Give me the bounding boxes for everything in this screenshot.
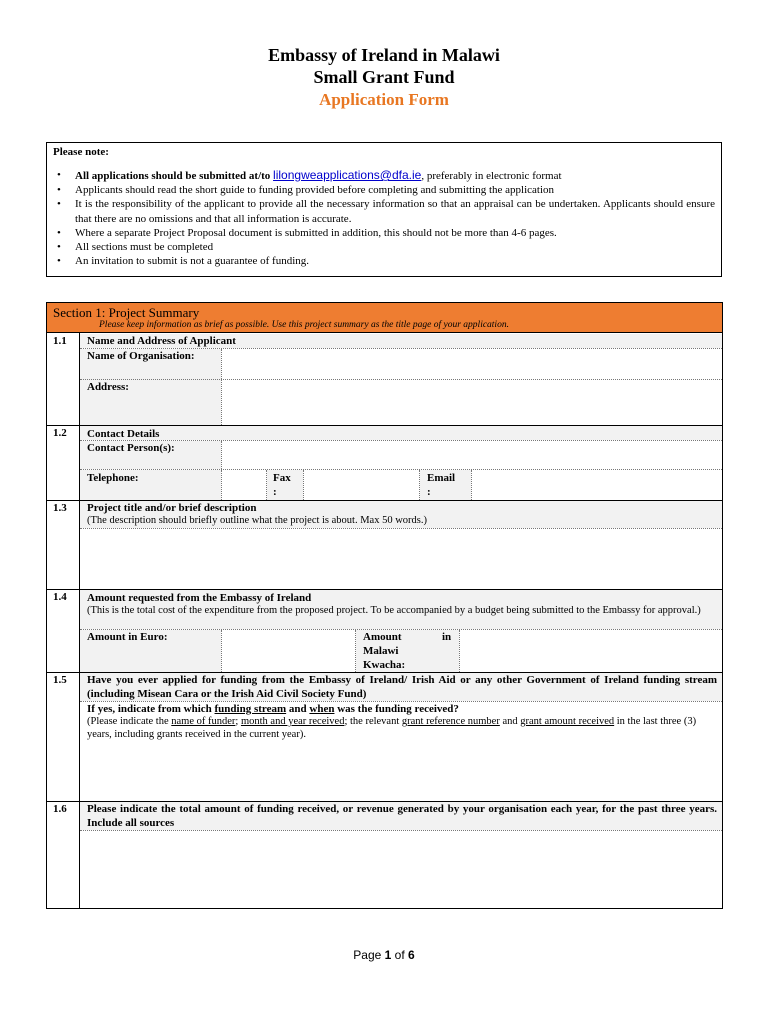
q1-2-title-row (80, 426, 722, 440)
organisation-name-field[interactable] (222, 349, 722, 379)
q1-3-title-cell (80, 501, 722, 528)
previous-funding-field[interactable] (80, 743, 722, 800)
q1-5-desc-grant-ref: grant reference number (401, 716, 500, 727)
amount-kwacha-field[interactable] (460, 630, 722, 672)
q1-1-title: Name and Address of Applicant (87, 335, 236, 347)
q1-5-desc-month-year: month and year received (240, 716, 345, 727)
q1-1-number: 1.1 (53, 335, 67, 347)
q1-5-number: 1.5 (53, 674, 67, 686)
q1-3-title: Project title and/or brief description (87, 502, 257, 514)
email-label: Email (427, 472, 456, 484)
fax-colon: : (273, 486, 277, 498)
q1-4-number: 1.4 (53, 591, 67, 603)
q1-5-desc-funder: name of funder (171, 716, 236, 727)
note-item-guide: • Applicants should read the short guide to funding provided before completing and submitting the application (53, 183, 715, 197)
project-summary-form (46, 302, 723, 909)
note-item-sections: • All sections must be completed (53, 240, 715, 254)
q1-5-subquestion (87, 702, 459, 716)
email-colon: : (427, 486, 431, 498)
email-link[interactable]: lilongweapplications@dfa.ie (273, 168, 422, 182)
q1-3-description: (The description should briefly outline what the project is about. Max 50 words.) (87, 515, 428, 526)
q1-1-vertical-divider (221, 349, 222, 425)
page-number: 1 (384, 948, 392, 962)
page-indicator (0, 948, 768, 962)
q1-5-desc-e: in the last three (3) years, including grants received in the current year). (87, 716, 697, 740)
email-field[interactable] (472, 470, 722, 500)
q1-2-title: Contact Details (87, 428, 160, 440)
embassy-title: Embassy of Ireland in Malawi (268, 45, 500, 65)
please-note-box (46, 142, 722, 277)
q1-5-desc-grant-amount: grant amount received (520, 716, 615, 727)
q1-5-sub-when: when (309, 703, 335, 715)
note-item-submission (53, 168, 715, 183)
q1-4-title: Amount requested from the Embassy of Ireland (87, 592, 312, 604)
page-total: 6 (408, 948, 415, 962)
section-title: Section 1: Project Summary (53, 305, 200, 320)
amount-euro-field[interactable] (222, 630, 355, 672)
q1-6-number: 1.6 (53, 803, 67, 815)
q1-2-number: 1.2 (53, 427, 67, 439)
section-subtitle: Please keep information as brief as possible. Use this project summary as the title page of your application. (99, 320, 509, 330)
q1-5-title: Have you ever applied for funding from the Embassy of Ireland/ Irish Aid or any other Government of Ireland funding stream (including Misean Cara or the Irish Aid Civil Society Fund) (87, 674, 717, 700)
note-item-submission-rest: , preferably in electronic format (421, 170, 562, 182)
project-description-field[interactable] (80, 529, 722, 588)
q1-6-title: Please indicate the total amount of funding received, or revenue generated by your organisation each year, for the past three years. Include all sources (87, 803, 717, 829)
q1-5-sub-c: was the funding received? (334, 703, 459, 715)
kwacha-label-line3: Kwacha: (363, 659, 406, 671)
note-title: Please note: (53, 146, 109, 158)
telephone-label: Telephone: (87, 472, 139, 484)
contact-person-field[interactable] (222, 441, 722, 469)
q1-5-desc-a: (Please indicate the (87, 716, 172, 727)
contact-person-label: Contact Person(s): (87, 442, 175, 454)
telephone-divider (221, 470, 222, 500)
q1-3-number: 1.3 (53, 502, 67, 514)
q1-4-description: (This is the total cost of the expenditure from the proposed project. To be accompanied by a budget being submitted to the Embassy for approval.) (87, 605, 701, 616)
kwacha-label-line2: Malawi (363, 645, 399, 657)
document-header (0, 44, 768, 112)
q1-6-title-cell (80, 802, 722, 830)
note-item-invitation: • An invitation to submit is not a guarantee of funding. (53, 254, 715, 268)
funding-history-field[interactable] (80, 831, 722, 908)
note-item-responsibility: • It is the responsibility of the applicant to provide all the necessary information so that an appraisal can be undertaken. Applicants should ensure that there are no omissions and that all information is accurate. (53, 197, 715, 225)
page-word: Page (353, 948, 385, 962)
address-field[interactable] (222, 380, 722, 425)
note-item-proposal: • Where a separate Project Proposal document is submitted in addition, this should not be more than 4-6 pages. (53, 226, 715, 240)
q1-4-title-cell (80, 590, 722, 629)
section-header (47, 303, 722, 333)
q1-5-title-cell (80, 673, 722, 701)
fax-label: Fax (273, 472, 291, 484)
fax-field[interactable] (304, 470, 418, 500)
kwacha-label-word1: Amount (363, 631, 402, 643)
amount-euro-label: Amount in Euro: (87, 631, 168, 643)
note-list (53, 168, 715, 268)
address-label: Address: (87, 381, 129, 393)
page-of: of (391, 948, 409, 962)
note-item-submission-bold: All applications should be submitted at/to (75, 170, 271, 182)
contact-vertical-divider (221, 441, 222, 469)
q1-5-sub-funding-stream: funding stream (214, 703, 287, 715)
q1-1-title-row (80, 334, 722, 348)
q1-5-description (87, 715, 717, 741)
form-title: Application Form (319, 90, 449, 109)
q1-5-desc-d: and (499, 716, 521, 727)
q1-5-desc-c: ; the relevant (344, 716, 402, 727)
telephone-field[interactable] (222, 470, 266, 500)
fund-title: Small Grant Fund (313, 67, 455, 87)
q1-5-sub-a: If yes, indicate from which (87, 703, 215, 715)
q1-5-desc-b: ; (235, 716, 241, 727)
kwacha-label-word2: in (442, 631, 452, 643)
organisation-name-label: Name of Organisation: (87, 350, 195, 362)
q1-5-sub-b: and (286, 703, 310, 715)
